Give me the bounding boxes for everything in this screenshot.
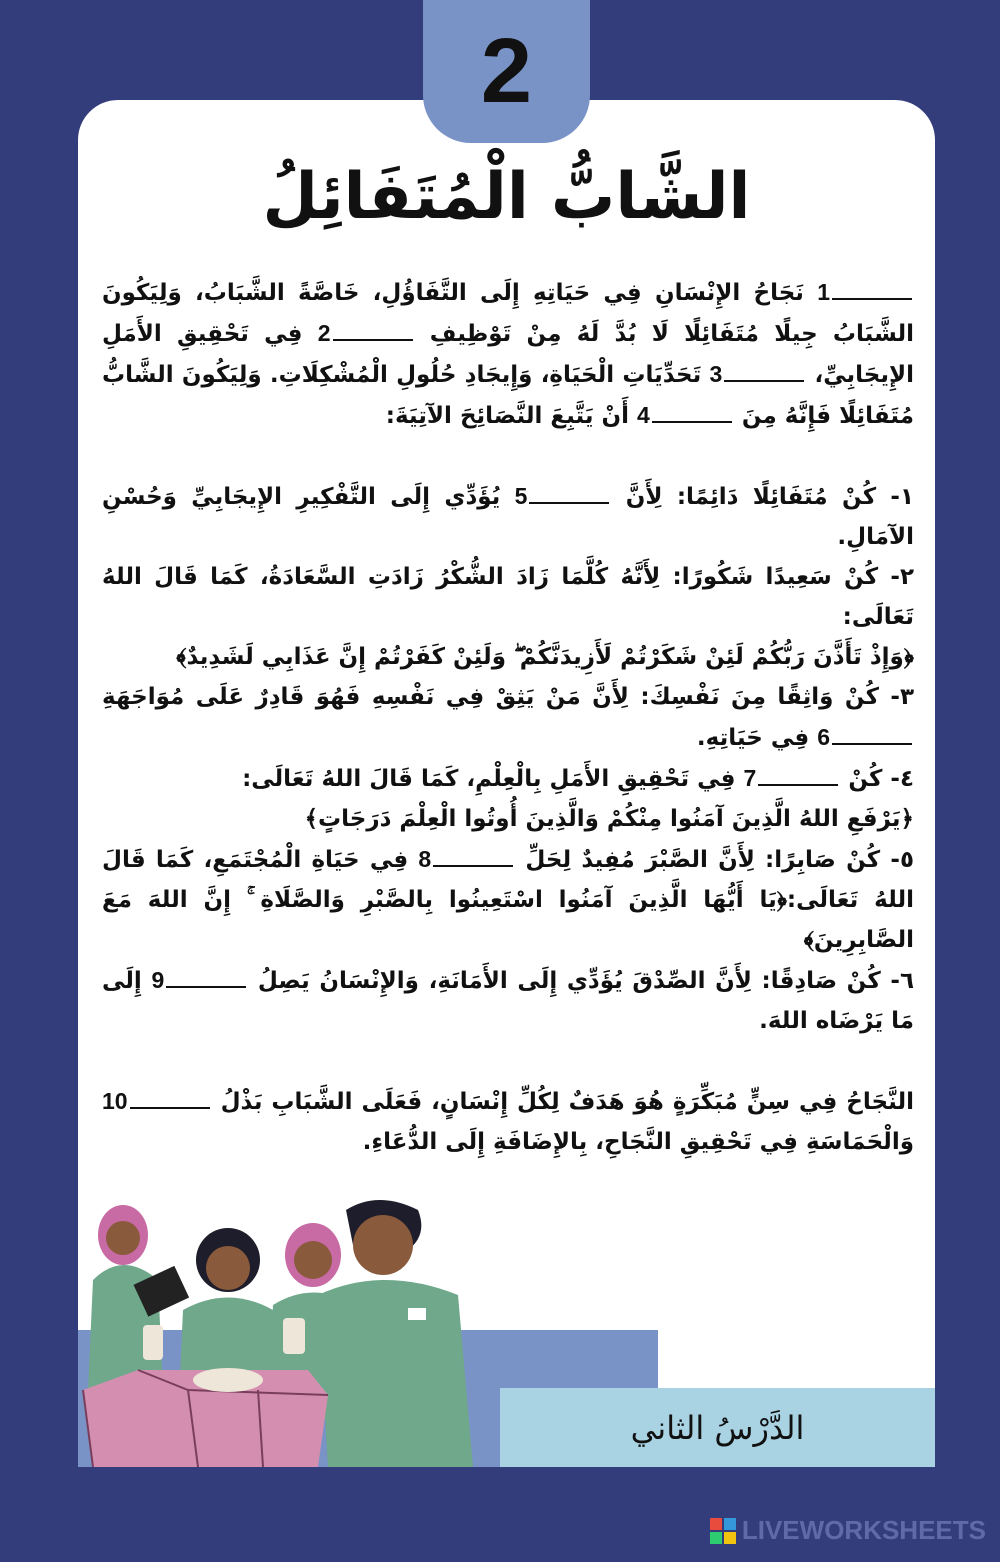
conclusion-paragraph — [102, 1081, 914, 1162]
answer-blank-8[interactable] — [433, 843, 513, 867]
blank-number-2: 2 — [317, 320, 331, 346]
answer-blank-2[interactable] — [333, 317, 413, 341]
lesson-label — [500, 1388, 935, 1467]
intro-text-2: فِي تَحْقِيقِ الأَمَلِ الإِيجَابِيِّ، — [102, 321, 914, 388]
lesson-label-text: الدَّرْسُ الثاني — [630, 1408, 805, 1447]
intro-text-4: أَنْ يَتَّبِعَ النَّصَائِحَ الآتِيَةَ: — [385, 403, 630, 429]
worksheet-text — [102, 272, 914, 1162]
advice-5 — [102, 839, 914, 960]
advice-5-pre: ٥- كُنْ صَابِرًا: لِأَنَّ الصَّبْرَ مُفِيدٌ لِحَلِّ — [525, 847, 914, 873]
answer-blank-3[interactable] — [724, 358, 804, 382]
advice-4-verse — [102, 799, 914, 839]
answer-blank-7[interactable] — [758, 762, 838, 786]
blank-number-8: 8 — [418, 846, 432, 872]
advice-6-pre: ٦- كُنْ صَادِقًا: لِأَنَّ الصِّدْقَ يُؤَدِّي إِلَى الأَمَانَةِ، وَالإِنْسَانُ يَصِلُ — [257, 968, 914, 994]
advice-2-verse — [102, 637, 914, 677]
advice-3-post: فِي حَيَاتِهِ. — [696, 725, 810, 751]
advice-4-post: فِي تَحْقِيقِ الأَمَلِ بِالْعِلْمِ، كَمَا قَالَ اللهُ تَعَالَى: — [242, 766, 736, 792]
advice-2 — [102, 557, 914, 637]
blank-number-6: 6 — [817, 724, 830, 750]
answer-blank-9[interactable] — [166, 964, 246, 988]
advice-1-post: يُؤَدِّي إِلَى التَّفْكِيرِ الإِيجَابِيِّ وَحُسْنِ الآمَالِ. — [102, 484, 914, 550]
lesson-number: 2 — [480, 20, 533, 122]
blank-number-1: 1 — [817, 279, 830, 305]
advice-1 — [102, 476, 914, 557]
advice-5-post: فِي حَيَاةِ الْمُجْتَمَعِ، كَمَا قَالَ اللهُ تَعَالَى:﴿يَا أَيُّهَا الَّذِينَ آمَنُوا اسْتَعِينُوا بِالصَّبْرِ وَالصَّلَاةِ ۚ إِنَّ اللهَ مَعَ الصَّابِرِينَ﴾ — [102, 847, 914, 953]
blank-number-7: 7 — [743, 765, 757, 791]
quran-verse-2: ﴿يَرْفَعِ اللهُ الَّذِينَ آمَنُوا مِنْكُمْ وَالَّذِينَ أُوتُوا الْعِلْمَ دَرَجَاتٍ﴾ — [304, 806, 914, 832]
quran-verse-1: ﴿وَإِذْ تَأَذَّنَ رَبُّكُمْ لَئِنْ شَكَرْتُمْ لَأَزِيدَنَّكُمْ ۖ وَلَئِنْ كَفَرْتُمْ إِنَّ عَذَابِي لَشَدِيدٌ﴾ — [176, 644, 914, 670]
advice-1-pre: ١- كُنْ مُتَفَائِلًا دَائِمًا: لِأَنَّ — [625, 484, 914, 510]
conclusion-post: وَالْحَمَاسَةِ فِي تَحْقِيقِ النَّجَاحِ، بِالإِضَافَةِ إِلَى الدُّعَاءِ. — [362, 1129, 914, 1155]
answer-blank-4[interactable] — [652, 399, 732, 423]
blank-number-10: 10 — [102, 1088, 128, 1114]
blank-number-4: 4 — [637, 402, 650, 428]
advice-2-text: ٢- كُنْ سَعِيدًا شَكُورًا: لِأَنَّهُ كُلَّمَا زَادَ الشُّكْرُ زَادَتِ السَّعَادَةُ، كَمَا قَالَ اللهُ تَعَالَى: — [102, 564, 914, 630]
advice-6-post: إِلَى مَا يَرْضَاه اللهَ. — [102, 968, 914, 1034]
blank-number-9: 9 — [151, 967, 165, 993]
answer-blank-1[interactable] — [832, 276, 912, 300]
answer-blank-5[interactable] — [529, 480, 609, 504]
answer-blank-6[interactable] — [832, 721, 912, 745]
intro-text-1: نَجَاحُ الإِنْسَانِ فِي حَيَاتِهِ إِلَى التَّفَاؤُلِ، خَاصَّةً الشَّبَابُ، وَلِيَكُونَ الشَّبَابُ جِيلًا مُتَفَائِلًا لَا بُدَّ لَهُ مِنْ تَوْظِيفِ — [102, 280, 914, 347]
conclusion-pre: النَّجَاحُ فِي سِنٍّ مُبَكِّرَةٍ هُوَ هَدَفٌ لِكُلِّ إِنْسَانٍ، فَعَلَى الشَّبَابِ بَذْلُ — [220, 1089, 914, 1115]
intro-paragraph — [102, 272, 914, 436]
blank-number-3: 3 — [709, 361, 723, 387]
answer-blank-10[interactable] — [130, 1085, 210, 1109]
brand-logo-icon — [710, 1518, 736, 1544]
page-title: الشَّابُّ الْمُتَفَائِلُ — [262, 160, 751, 234]
liveworksheets-logo — [710, 1515, 986, 1546]
brand-name: LIVEWORKSHEETS — [741, 1515, 986, 1545]
advice-3-pre: ٣- كُنْ وَاثِقًا مِنَ نَفْسِكَ: لِأَنَّ مَنْ يَثِقْ فِي نَفْسِهِ فَهُوَ قَادِرٌ عَلَى مُوَاجَهَةِ — [102, 684, 914, 710]
intro-text-3: تَحَدِّيَاتِ الْحَيَاةِ، وَإِيجَادِ حُلُولِ الْمُشْكِلَاتِ. وَلِيَكُونَ الشَّابُّ مُتَفَائِلًا فَإِنَّهُ مِنَ — [102, 362, 914, 429]
lesson-number-badge — [423, 0, 590, 143]
blank-number-5: 5 — [514, 483, 528, 509]
advice-6 — [102, 960, 914, 1041]
advice-3 — [102, 677, 914, 758]
advice-4-pre: ٤- كُنْ — [848, 766, 914, 792]
advice-4 — [102, 758, 914, 799]
